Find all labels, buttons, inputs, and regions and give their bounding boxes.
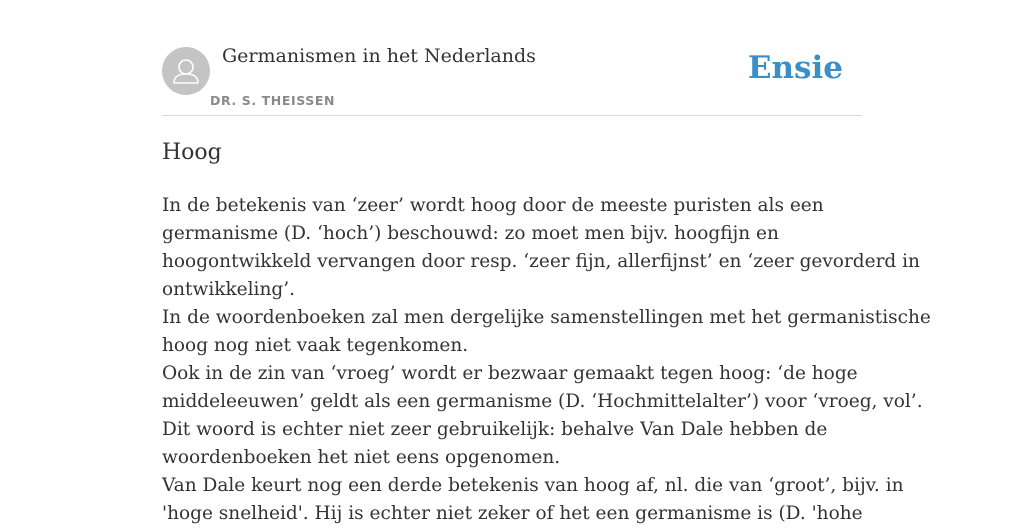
- body-line: hoog nog niet vaak tegenkomen.: [162, 335, 469, 356]
- body-line: In de woordenboeken zal men dergelijke samenstellingen met het germanistische: [162, 307, 931, 328]
- user-avatar-icon[interactable]: [162, 47, 210, 95]
- body-line: middeleeuwen’ geldt als een germanisme (D. ‘Hochmittelalter’) voor ‘vroeg, vol’.: [162, 391, 923, 412]
- author-name[interactable]: DR. S. THEISSEN: [210, 93, 336, 108]
- content-container: [162, 0, 931, 524]
- header: [162, 0, 862, 116]
- entry-title: Hoog: [162, 140, 222, 165]
- body-line: hoogontwikkeld vervangen door resp. ‘zeer fijn, allerfijnst’ en ‘zeer gevorderd in: [162, 251, 920, 272]
- body-line: Dit woord is echter niet zeer gebruikelijk: behalve Van Dale hebben de: [162, 419, 828, 440]
- entry-body: [162, 192, 931, 528]
- body-line: Van Dale keurt nog een derde betekenis van hoog af, nl. die van ‘groot’, bijv. in: [162, 475, 904, 496]
- body-line: Ook in de zin van ‘vroeg’ wordt er bezwaar gemaakt tegen hoog: ‘de hoge: [162, 363, 858, 384]
- body-line: ontwikkeling’.: [162, 279, 295, 300]
- body-line: woordenboeken het niet eens opgenomen.: [162, 447, 561, 468]
- ensie-logo[interactable]: Ensie: [747, 50, 843, 86]
- body-line: germanisme (D. ‘hoch’) beschouwd: zo moet men bijv. hoogfijn en: [162, 223, 779, 244]
- book-title[interactable]: Germanismen in het Nederlands: [222, 45, 536, 67]
- body-line: In de betekenis van ‘zeer’ wordt hoog door de meeste puristen als een: [162, 195, 824, 216]
- body-line: 'hoge snelheid'. Hij is echter niet zeker of het een germanisme is (D. 'hohe: [162, 503, 863, 524]
